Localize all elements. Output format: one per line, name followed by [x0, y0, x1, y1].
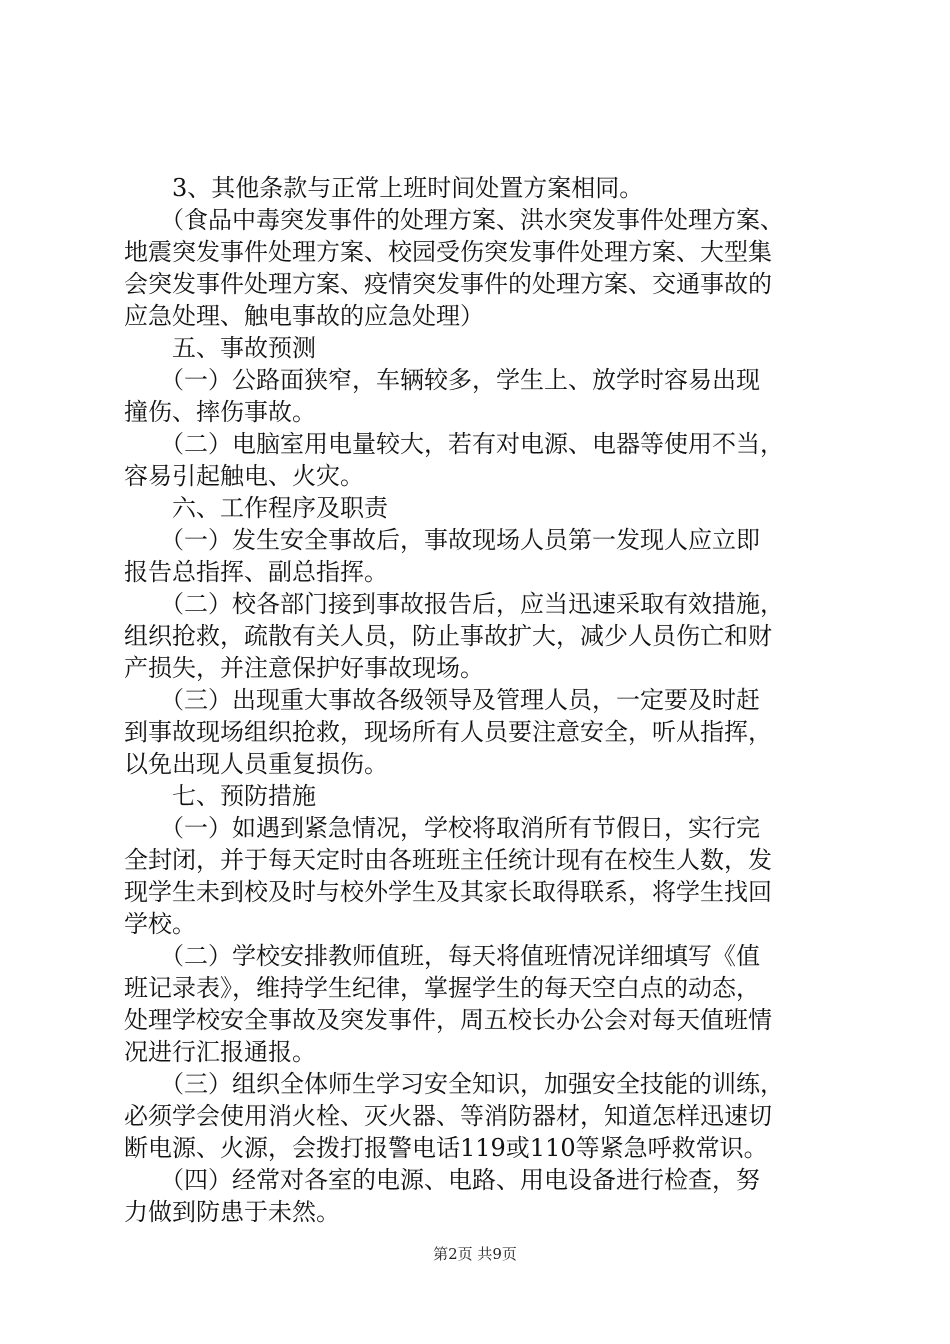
section-heading: 七、预防措施	[124, 782, 316, 810]
text-line: 地震突发事件处理方案、校园受伤突发事件处理方案、大型集	[124, 238, 772, 266]
text-line: 会突发事件处理方案、疫情突发事件的处理方案、交通事故的	[124, 270, 772, 298]
text-line: 学校。	[124, 910, 196, 938]
text-line: 产损失，并注意保护好事故现场。	[124, 654, 484, 682]
text-line: 断电源、火源，会拨打报警电话119或110等紧急呼救常识。	[124, 1134, 768, 1162]
text-line: 3、其他条款与正常上班时间处置方案相同。	[124, 174, 644, 202]
text-line: （二）校各部门接到事故报告后，应当迅速采取有效措施，	[124, 590, 784, 618]
text-line: 以免出现人员重复损伤。	[124, 750, 388, 778]
text-line: （一）发生安全事故后，事故现场人员第一发现人应立即	[124, 526, 760, 554]
text-line: 组织抢救，疏散有关人员，防止事故扩大，减少人员伤亡和财	[124, 622, 772, 650]
text-line: 容易引起触电、火灾。	[124, 462, 364, 490]
text-line: 现学生未到校及时与校外学生及其家长取得联系，将学生找回	[124, 878, 772, 906]
text-line: 班记录表》，维持学生纪律，掌握学生的每天空白点的动态，	[124, 974, 760, 1002]
text-line: 况进行汇报通报。	[124, 1038, 316, 1066]
text-line: （三）组织全体师生学习安全知识，加强安全技能的训练，	[124, 1070, 784, 1098]
section-heading: 五、事故预测	[124, 334, 316, 362]
text-line: 力做到防患于未然。	[124, 1198, 340, 1226]
text-line: 报告总指挥、副总指挥。	[124, 558, 388, 586]
text-line: （一）公路面狭窄，车辆较多，学生上、放学时容易出现	[124, 366, 760, 394]
text-line: （四）经常对各室的电源、电路、用电设备进行检查，努	[124, 1166, 760, 1194]
text-line: 撞伤、摔伤事故。	[124, 398, 316, 426]
text-line: 全封闭，并于每天定时由各班班主任统计现有在校生人数，发	[124, 846, 772, 874]
document-body	[124, 172, 834, 1228]
page-number: 第2页 共9页	[433, 1245, 517, 1263]
text-line: （食品中毒突发事件的处理方案、洪水突发事件处理方案、	[124, 206, 784, 234]
text-line: （三）出现重大事故各级领导及管理人员，一定要及时赶	[124, 686, 760, 714]
text-line: 处理学校安全事故及突发事件，周五校长办公会对每天值班情	[124, 1006, 772, 1034]
section-heading: 六、工作程序及职责	[124, 494, 388, 522]
text-line: 到事故现场组织抢救，现场所有人员要注意安全，听从指挥，	[124, 718, 772, 746]
text-line: 应急处理、触电事故的应急处理）	[124, 302, 484, 330]
text-line: （一）如遇到紧急情况，学校将取消所有节假日，实行完	[124, 814, 760, 842]
text-line: （二）电脑室用电量较大，若有对电源、电器等使用不当，	[124, 430, 784, 458]
text-line: （二）学校安排教师值班，每天将值班情况详细填写《值	[124, 942, 760, 970]
text-line: 必须学会使用消火栓、灭火器、等消防器材，知道怎样迅速切	[124, 1102, 772, 1130]
